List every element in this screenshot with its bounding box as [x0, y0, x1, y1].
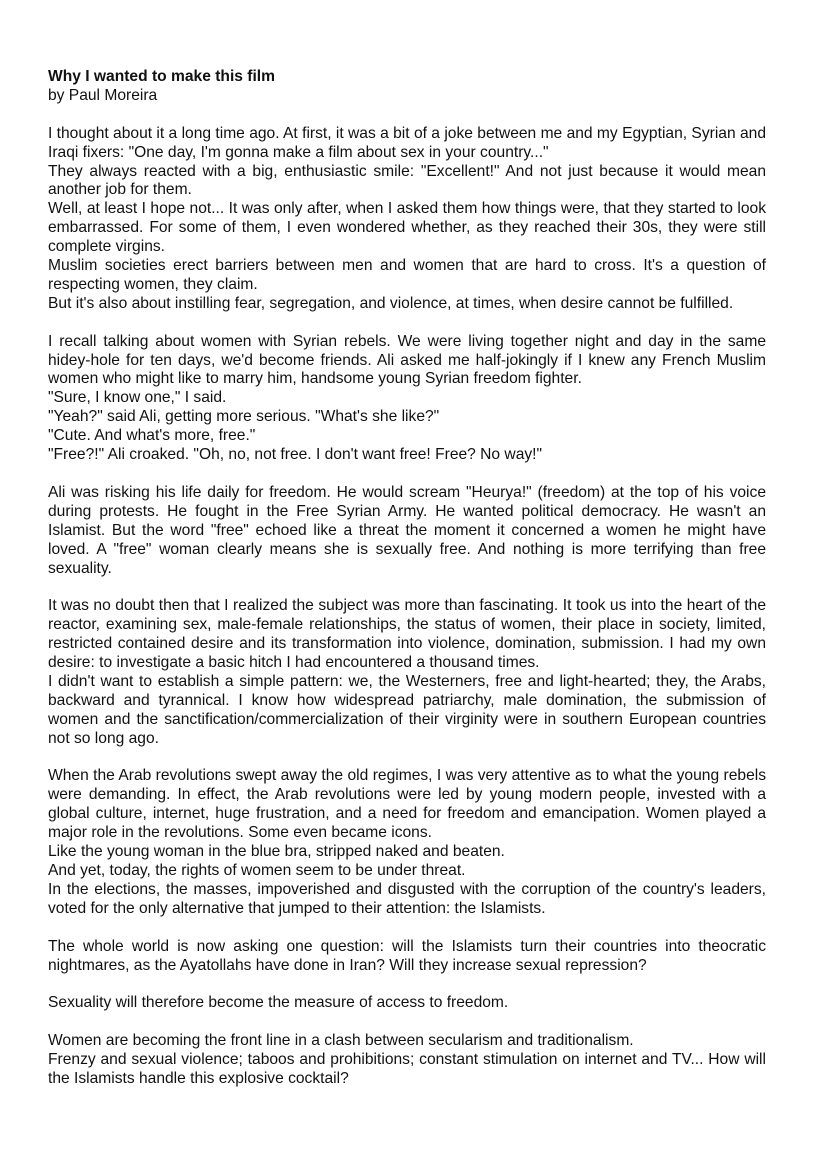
paragraph-line: In the elections, the masses, impoverished and disgusted with the corruption of the country's leaders, voted for the only alternative that jumped to their attention: the Islamists.	[48, 880, 766, 917]
paragraph-line: I didn't want to establish a simple pattern: we, the Westerners, free and light-hearted; they, the Arabs, backward and tyrannical. I know how widespread patriarchy, male domination, the submission of women and the sanctification/commercialization of their virginity were in southern European countries not so long ago.	[48, 672, 766, 747]
paragraph-line: Sexuality will therefore become the measure of access to freedom.	[48, 994, 509, 1012]
paragraph-block	[48, 333, 766, 465]
paragraph-line: I recall talking about women with Syrian rebels. We were living together night and day in the same hidey-hole for ten days, we'd become friends. Ali asked me half-jokingly if I knew any French Muslim women who might like to marry him, handsome young Syrian freedom fighter.	[48, 332, 766, 388]
paragraph-block	[48, 125, 766, 314]
page-title: Why I wanted to make this film	[48, 68, 276, 85]
paragraph-line: "Cute. And what's more, free."	[48, 427, 256, 445]
paragraph-spacer	[48, 1013, 766, 1032]
paragraph-spacer	[48, 749, 766, 768]
paragraph-line: But it's also about instilling fear, segregation, and violence, at times, when desire cannot be fulfilled.	[48, 294, 734, 312]
paragraph-line: Well, at least I hope not... It was only after, when I asked them how things were, that they started to look embarrassed. For some of them, I even wondered whether, as they reached their 30s, they were still complete virgins.	[48, 200, 766, 256]
paragraph-line: Women are becoming the front line in a clash between secularism and traditionalism.	[48, 1032, 634, 1050]
paragraph-line: It was no doubt then that I realized the subject was more than fascinating. It took us into the heart of the reactor, examining sex, male-female relationships, the status of women, their place in society, limited, restricted contained desire and its transformation into violence, domination, submission. I had my own desire: to investigate a basic hitch I had encountered a thousand times.	[48, 597, 766, 672]
paragraph-line: Frenzy and sexual violence; taboos and prohibitions; constant stimulation on internet and TV... How will the Islamists handle this explosive cocktail?	[48, 1051, 766, 1087]
paragraph-spacer	[48, 465, 766, 484]
paragraph-block	[48, 767, 766, 918]
paragraph-spacer	[48, 975, 766, 994]
paragraph-line: They always reacted with a big, enthusiastic smile: "Excellent!" And not just because it would mean another job for them.	[48, 162, 766, 199]
paragraph-line: I thought about it a long time ago. At first, it was a bit of a joke between me and my Egyptian, Syrian and Iraqi fixers: "One day, I'm gonna make a film about sex in your country..."	[48, 124, 766, 161]
paragraph-line: Like the young woman in the blue bra, stripped naked and beaten.	[48, 843, 505, 861]
paragraph-line: And yet, today, the rights of women seem to be under threat.	[48, 861, 466, 879]
paragraph-block	[48, 994, 766, 1013]
paragraph-line: The whole world is now asking one question: will the Islamists turn their countries into theocratic nightmares, as the Ayatollahs have done in Iran? Will they increase sexual repression?	[48, 937, 766, 974]
paragraph-line: "Sure, I know one," I said.	[48, 389, 227, 407]
paragraph-spacer	[48, 314, 766, 333]
paragraph-block	[48, 1032, 766, 1089]
author-byline: by Paul Moreira	[48, 86, 158, 104]
document-page	[48, 68, 766, 1089]
paragraph-line: "Free?!" Ali croaked. "Oh, no, not free. I don't want free! Free? No way!"	[48, 446, 543, 464]
paragraph-line: Muslim societies erect barriers between men and women that are hard to cross. It's a question of respecting women, they claim.	[48, 257, 766, 293]
paragraph-spacer	[48, 919, 766, 938]
paragraph-block	[48, 597, 766, 748]
paragraph-spacer	[48, 578, 766, 597]
paragraph-block	[48, 484, 766, 579]
paragraph-line: "Yeah?" said Ali, getting more serious. "What's she like?"	[48, 408, 440, 426]
article-body	[48, 106, 766, 1089]
paragraph-block	[48, 938, 766, 976]
paragraph-line: When the Arab revolutions swept away the old regimes, I was very attentive as to what the young rebels were demanding. In effect, the Arab revolutions were led by young modern people, invested with a global culture, internet, huge frustration, and a need for freedom and emancipation. Women played a major role in the revolutions. Some even became icons.	[48, 767, 766, 842]
paragraph-line: Ali was risking his life daily for freedom. He would scream "Heurya!" (freedom) at the top of his voice during protests. He fought in the Free Syrian Army. He wanted political democracy. He wasn't an Islamist. But the word "free" echoed like a threat the moment it concerned a women he might have loved. A "free" woman clearly means she is sexually free. And nothing is more terrifying than free sexuality.	[48, 483, 766, 577]
paragraph-spacer	[48, 106, 766, 125]
